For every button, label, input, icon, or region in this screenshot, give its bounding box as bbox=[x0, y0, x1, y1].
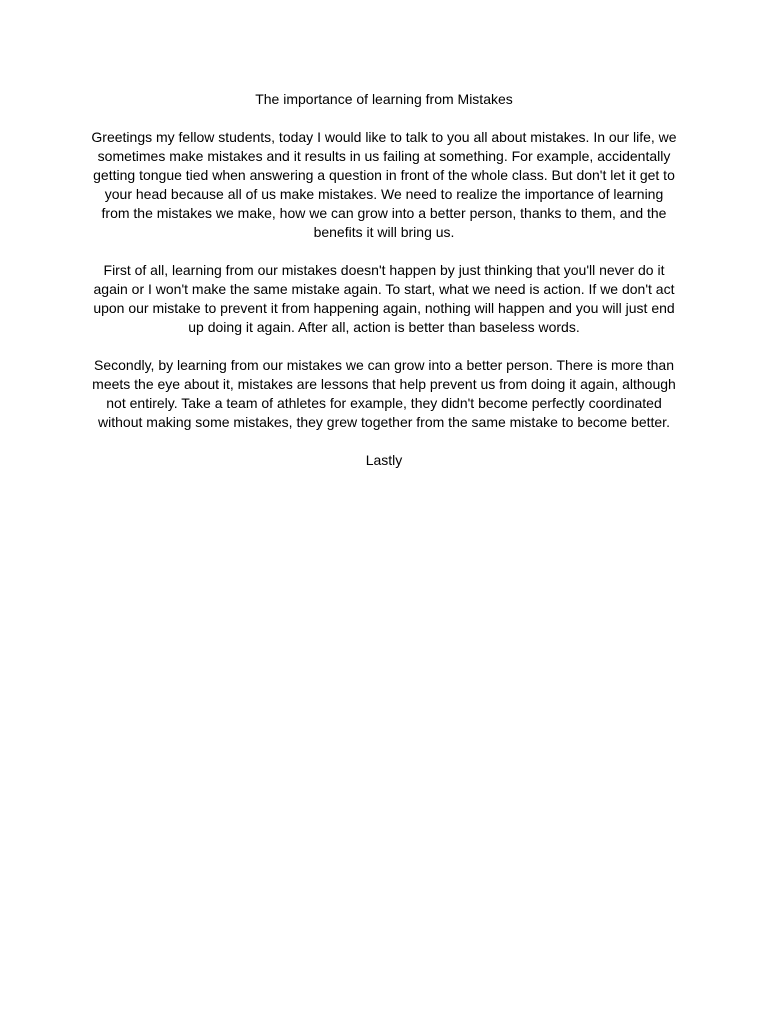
document-title: The importance of learning from Mistakes bbox=[255, 91, 513, 107]
paragraph-intro: Greetings my fellow students, today I would like to talk to you all about mistakes. In our life, we sometimes make mistakes and it results in us failing at something. For example, accidentally getting tongue tied when answering a question in front of the whole class. But don't let it get to your head because all of us make mistakes. We need to realize the importance of learning from the mistakes we make, how we can grow into a better person, thanks to them, and the benefits it will bring us. bbox=[91, 129, 677, 240]
paragraph-lastly: Lastly bbox=[365, 452, 403, 468]
paragraph-second-point: Secondly, by learning from our mistakes we can grow into a better person. There is more than meets the eye about it, mistakes are lessons that help prevent us from doing it again, although not entirely. Take a team of athletes for example, they didn't become perfectly coordinated without making some mistakes, they grew together from the same mistake to become better. bbox=[92, 357, 676, 430]
document-body bbox=[90, 90, 678, 489]
paragraph-first-point: First of all, learning from our mistakes doesn't happen by just thinking that you'll never do it again or I won't make the same mistake again. To start, what we need is action. If we don't act upon our mistake to prevent it from happening again, nothing will happen and you will just end up doing it again. After all, action is better than baseless words. bbox=[93, 262, 675, 335]
